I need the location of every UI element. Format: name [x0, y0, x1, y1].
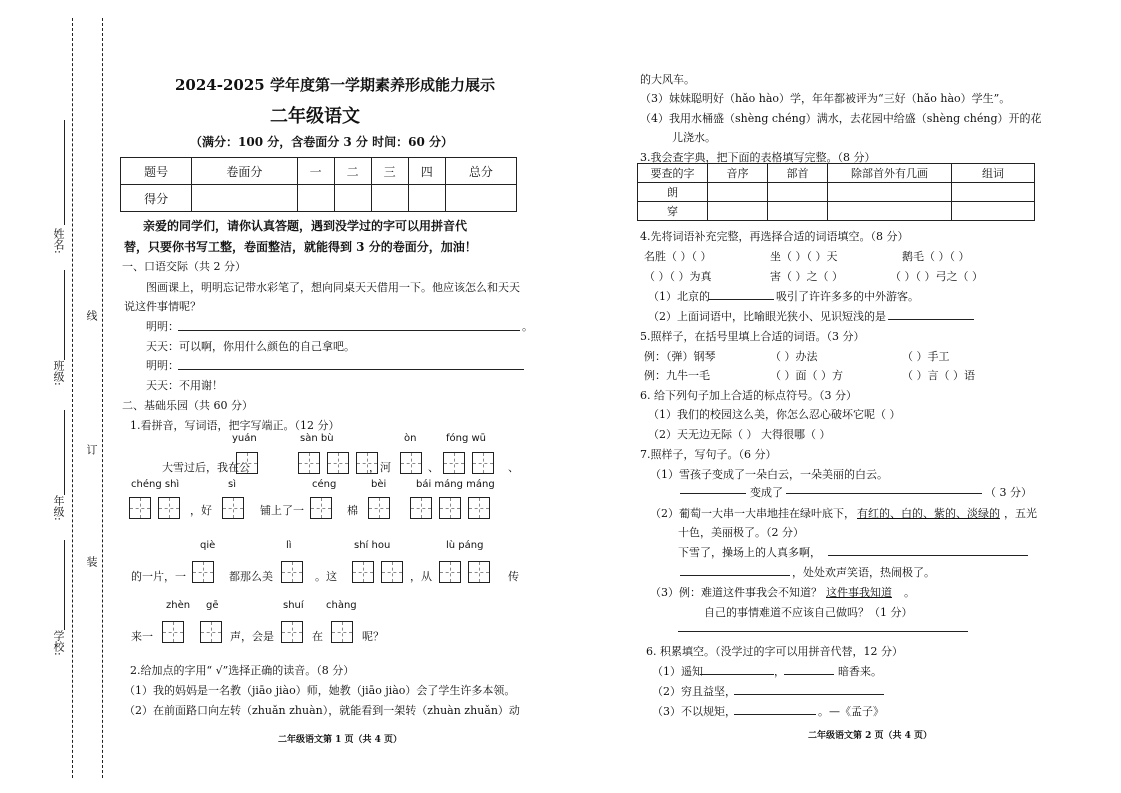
grade-field[interactable]: [64, 410, 65, 495]
pinyin: bèi: [371, 479, 387, 490]
q6-item-2: （2）天无边无际（ ） 大得很哪（ ）: [648, 428, 831, 441]
q1-text: 呢？: [362, 630, 384, 643]
q7-item-3c: 自己的事情难道不应该自己做吗？（1 分）: [704, 606, 913, 619]
page-footer-left: 二年级语文第 1 页（共 4 页）: [278, 735, 403, 745]
q7-answer-line[interactable]: [680, 493, 746, 494]
score-header-cell: 卷面分: [192, 158, 297, 185]
dict-answer-cell[interactable]: [952, 183, 1035, 202]
q1-text: 、: [508, 461, 519, 474]
pinyin: shí hou: [354, 540, 391, 551]
pinyin: lì: [286, 540, 292, 551]
writing-box[interactable]: [331, 621, 353, 643]
pinyin: sàn bù: [300, 433, 334, 444]
writing-box[interactable]: [158, 497, 180, 519]
school-label: 学校:: [52, 630, 65, 656]
q5-blank: （ ）手工: [902, 350, 950, 363]
q5-example-2: 例：九牛一毛: [644, 369, 710, 382]
writing-box[interactable]: [381, 561, 403, 583]
answer-line-mingming-1[interactable]: [178, 330, 520, 331]
pinyin: gē: [206, 600, 219, 611]
q4-item-1b: 吸引了许许多多的中外游客。: [776, 290, 919, 303]
school-field[interactable]: [64, 540, 65, 630]
writing-box[interactable]: [192, 561, 214, 583]
score-cell[interactable]: [445, 185, 516, 212]
page-subtitle: 二年级语文: [270, 106, 360, 127]
q1-text: 铺上了一: [260, 504, 304, 517]
writing-box[interactable]: [222, 497, 244, 519]
pinyin: chéng shì: [131, 479, 180, 490]
question-5-heading: 5.照样子，在括号里填上合适的词语。（3 分）: [640, 330, 865, 343]
q4-item-1a: （1）北京的: [648, 290, 710, 303]
question-2-item-1: （1）我的妈妈是一名教（jiāo jiào）师，她教（jiāo jiào）会了学生许多本领。: [124, 684, 516, 697]
question-1-heading: 1.看拼音，写词语，把字写端正。（12 分）: [130, 419, 340, 432]
pinyin: zhèn: [166, 600, 191, 611]
q4-word: 鹅毛（ ）（ ）: [902, 250, 970, 263]
q8-item-3b: 。—《孟子》: [818, 705, 884, 718]
score-header-cell: 总分: [445, 158, 516, 185]
q7-item-3-underlined: 这件事我知道: [826, 586, 892, 599]
question-2-item-4b: 儿浇水。: [672, 131, 716, 144]
name-label: 姓名:: [52, 228, 65, 254]
question-3-heading: 3.我会查字典，把下面的表格填写完整。（8 分）: [640, 151, 876, 164]
q4-answer-line-1[interactable]: [708, 299, 774, 300]
score-header-cell: 三: [371, 158, 408, 185]
question-6-heading: 6. 给下列句子加上合适的标点符号。（3 分）: [640, 389, 857, 402]
q4-word: 坐（ ）（ ）天: [770, 250, 838, 263]
score-cell[interactable]: [297, 185, 334, 212]
dict-answer-cell[interactable]: [828, 202, 952, 221]
question-7-heading: 7.照样子，写句子。（6 分）: [640, 448, 777, 461]
q1-text: ，好: [190, 504, 212, 517]
dict-header-cell: 组词: [952, 164, 1035, 183]
q4-word: 害（ ）之（ ）: [770, 270, 843, 283]
dict-answer-cell[interactable]: [708, 183, 768, 202]
q1-text: 、: [428, 461, 439, 474]
score-cell[interactable]: [408, 185, 445, 212]
grade-label: 年级:: [52, 495, 65, 521]
q7-item-2a: （2）葡萄一大串一大串地挂在绿叶底下，: [650, 507, 855, 520]
q7-item-2c: 十色，美丽极了。（2 分）: [678, 526, 804, 539]
dict-char-cell: 朗: [638, 183, 708, 202]
q1-text: 棉: [347, 504, 358, 517]
q1-text: ，河: [369, 461, 391, 474]
q2-continuation: 的大风车。: [640, 73, 695, 86]
dict-answer-cell[interactable]: [768, 202, 828, 221]
q1-text: 来一: [131, 630, 153, 643]
question-2-heading: 2.给加点的字用“ √”选择正确的读音。（8 分）: [130, 664, 355, 677]
tiantian-line-1: 天天：可以啊，你用什么颜色的自己拿吧。: [146, 340, 355, 353]
class-field[interactable]: [64, 270, 65, 360]
score-cell[interactable]: [192, 185, 297, 212]
q1-text: 在: [312, 630, 323, 643]
question-8-heading: 6. 积累填空。（没学过的字可以用拼音代替，12 分）: [646, 645, 903, 658]
class-label: 班级:: [52, 360, 65, 386]
answer-line-mingming-2[interactable]: [178, 369, 524, 370]
dict-answer-cell[interactable]: [708, 202, 768, 221]
q7-item-2e: ，处处欢声笑语，热闹极了。: [792, 566, 935, 579]
pinyin: lù páng: [446, 540, 484, 551]
section1-para-2: 说这件事情呢？: [124, 300, 201, 313]
q1-text: ，从: [410, 570, 432, 583]
writing-box[interactable]: [327, 452, 349, 474]
q8-item-2: （2）穷且益坚，: [652, 685, 736, 698]
q8-item-1a: （1）遥知: [652, 665, 703, 678]
name-field[interactable]: [64, 120, 65, 225]
q4-word: （ ）（ ）弓之（ ）: [890, 270, 983, 283]
q7-item-1: （1）雪孩子变成了一朵白云，一朵美丽的白云。: [650, 468, 888, 481]
writing-box[interactable]: [439, 497, 461, 519]
binding-mark-zhuang: 装: [85, 556, 98, 567]
q5-blank: （ ）面（ ）方: [770, 369, 843, 382]
writing-box[interactable]: [400, 452, 422, 474]
q4-word: （ ）（ ）为真: [644, 270, 712, 283]
score-header-cell: 一: [297, 158, 334, 185]
pinyin: céng: [312, 479, 337, 490]
q8-answer-line[interactable]: [784, 674, 834, 675]
dict-answer-cell[interactable]: [828, 183, 952, 202]
q8-item-1c: 暗香来。: [838, 665, 882, 678]
pinyin: qiè: [200, 540, 216, 551]
q5-example-1: 例：（弹）钢琴: [644, 350, 716, 363]
writing-box[interactable]: [468, 561, 490, 583]
writing-box[interactable]: [236, 452, 258, 474]
q7-answer-line[interactable]: [786, 493, 982, 494]
pinyin: shuí: [283, 600, 304, 611]
q7-item-3a: （3）例：难道这件事我会不知道？: [650, 586, 822, 599]
mingming-label-1: 明明：: [146, 320, 179, 333]
q4-answer-line-2[interactable]: [888, 319, 974, 320]
writing-box[interactable]: [162, 621, 184, 643]
dict-header-cell: 除部首外有几画: [828, 164, 952, 183]
pinyin: chàng: [326, 600, 357, 611]
section2-heading: 二、基础乐园（共 60 分）: [122, 399, 253, 412]
q5-blank: （ ）办法: [770, 350, 818, 363]
writing-box[interactable]: [200, 621, 222, 643]
binding-mark-ding: 订: [85, 444, 98, 455]
binding-dashed-line-2: [102, 18, 103, 778]
q7-item-3b: 。: [904, 586, 915, 599]
writing-box[interactable]: [368, 497, 390, 519]
sentence-end-dot: 。: [522, 320, 533, 333]
pinyin: fóng wū: [446, 433, 487, 444]
q7-answer-line[interactable]: [828, 555, 1028, 556]
writing-box[interactable]: [410, 497, 432, 519]
q8-answer-line[interactable]: [734, 714, 816, 715]
score-header-cell: 题号: [121, 158, 192, 185]
question-4-heading: 4.先将词语补充完整，再选择合适的词语填空。（8 分）: [640, 230, 909, 243]
pinyin: sì: [228, 479, 236, 490]
dict-header-cell: 要查的字: [638, 164, 708, 183]
q1-text: 。这: [315, 570, 337, 583]
writing-box[interactable]: [468, 497, 490, 519]
q5-blank: （ ）言（ ）语: [902, 369, 975, 382]
q4-word: 名胜（ ）（ ）: [644, 250, 712, 263]
q7-answer-line[interactable]: [678, 631, 968, 632]
tiantian-line-2: 天天：不用谢！: [146, 379, 223, 392]
q4-item-2: （2）上面词语中，比喻眼光狭小、见识短浅的是: [648, 310, 886, 323]
dict-header-cell: 音序: [708, 164, 768, 183]
mingming-label-2: 明明：: [146, 359, 179, 372]
writing-box[interactable]: [472, 452, 494, 474]
dict-header-cell: 部首: [768, 164, 828, 183]
writing-box[interactable]: [129, 497, 151, 519]
q8-answer-line[interactable]: [700, 674, 774, 675]
q1-text: 传: [508, 570, 519, 583]
writing-box[interactable]: [439, 561, 461, 583]
binding-dashed-line-1: [72, 18, 73, 778]
writing-box[interactable]: [352, 561, 374, 583]
q1-text: 声，会是: [230, 630, 274, 643]
dict-char-cell: 穿: [638, 202, 708, 221]
pinyin: òn: [404, 433, 417, 444]
q7-item-1b: 变成了: [750, 486, 783, 499]
score-table: [120, 157, 517, 212]
q7-answer-line[interactable]: [680, 575, 790, 576]
section1-para-1: 图画课上，明明忘记带水彩笔了，想向同桌天天借用一下。他应该怎么和天天: [146, 281, 520, 294]
binding-mark-xian: 线: [85, 310, 98, 321]
question-2-item-3: （3）妹妹聪明好（hǎo hào）学，年年都被评为“三好（hǎo hào）学生”。: [640, 92, 1011, 105]
q7-item-2-underlined: 有红的、白的、紫的、淡绿的: [857, 507, 1000, 520]
q1-text: 都那么美: [229, 570, 273, 583]
score-header-cell: 二: [334, 158, 371, 185]
score-row-label: 得分: [121, 185, 192, 212]
q1-text: 大雪过后，我在公: [162, 461, 250, 474]
writing-box[interactable]: [298, 452, 320, 474]
score-cell[interactable]: [371, 185, 408, 212]
exam-meta: （满分：100 分，含卷面分 3 分 时间：60 分）: [190, 135, 453, 149]
dictionary-table: [637, 163, 1035, 221]
score-cell[interactable]: [334, 185, 371, 212]
intro-line-1: 亲爱的同学们，请你认真答题，遇到没学过的字可以用拼音代: [143, 219, 468, 233]
section1-heading: 一、口语交际（共 2 分）: [122, 260, 246, 273]
q8-item-3a: （3）不以规矩，: [652, 705, 736, 718]
question-2-item-2: （2）在前面路口向左转（zhuǎn zhuàn），就能看到一架转（zhuàn zhuǎn）动: [124, 704, 520, 717]
writing-box[interactable]: [281, 561, 303, 583]
intro-line-2: 替，只要你书写工整，卷面整洁，就能得到 3 分的卷面分，加油！: [124, 240, 477, 254]
q7-item-2b: ，五光: [1004, 507, 1037, 520]
q7-item-2d: 下雪了，操场上的人真多啊，: [678, 546, 821, 559]
writing-box[interactable]: [310, 497, 332, 519]
pinyin: yuán: [232, 433, 257, 444]
q7-score: （ 3 分）: [985, 486, 1032, 499]
page-title: 2024-2025 学年度第一学期素养形成能力展示: [175, 76, 495, 94]
score-header-cell: 四: [408, 158, 445, 185]
writing-box[interactable]: [281, 621, 303, 643]
writing-box[interactable]: [443, 452, 465, 474]
question-2-item-4a: （4）我用水桶盛（shèng chéng）满水，去花园中给盛（shèng chéng）开的花: [640, 112, 1042, 125]
dict-answer-cell[interactable]: [768, 183, 828, 202]
q8-item-1b: ，: [774, 665, 785, 678]
page-footer-right: 二年级语文第 2 页（共 4 页）: [808, 731, 933, 741]
q1-text: 的一片，一: [131, 570, 186, 583]
dict-answer-cell[interactable]: [952, 202, 1035, 221]
q8-answer-line[interactable]: [734, 694, 884, 695]
pinyin: bái máng máng: [416, 479, 495, 490]
q6-item-1: （1）我们的校园这么美，你怎么忍心破坏它呢（ ）: [648, 408, 901, 421]
